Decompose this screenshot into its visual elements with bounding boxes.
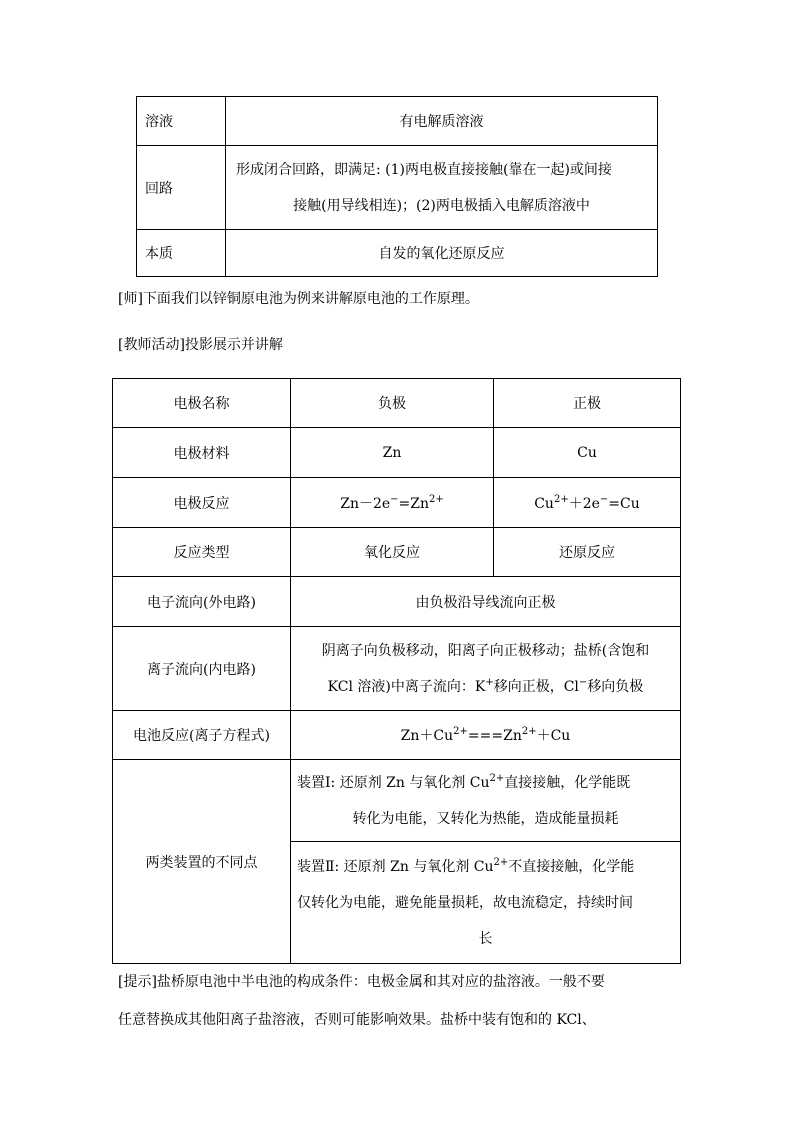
value-line: 装置Ⅰ: 还原剂 Zn 与氧化剂 $Cu^{2+}$直接接触，化学能既 [297,772,631,791]
table-row [137,230,658,277]
header-cell: 电极名称 [113,379,291,428]
row-label: 电子流向(外电路) [113,577,291,627]
neg-cell: Zn [291,428,494,478]
device-2-desc [291,842,681,964]
value-line: 接触(用导线相连)；(2)两电极插入电解质溶液中 [293,197,590,214]
pos-cell: Cu [494,428,681,478]
row-label: 离子流向(内电路) [113,627,291,711]
table-row [113,627,681,711]
table-row [113,760,681,842]
row-value: 有电解质溶液 [226,97,658,146]
row-label: 反应类型 [113,528,291,577]
neg-cell: 氧化反应 [291,528,494,577]
row-value: 由负极沿导线流向正极 [291,577,681,627]
row-value: 自发的氧化还原反应 [226,230,658,277]
table-row [137,97,658,146]
cell-summary-table [136,96,658,277]
value-line: 阴离子向负极移动，阳离子向正极移动；盐桥(含饱和 [321,642,650,659]
table-row [113,379,681,428]
row-label: 电池反应(离子方程式) [113,711,291,760]
hint-line-2: 任意替换成其他阳离子盐溶液，否则可能影响效果。盐桥中装有饱和的 KCl、 [118,1012,596,1028]
neg-cell: $Zn-2e^-=Zn^{2+}$ [291,478,494,528]
row-value [291,627,681,711]
table-row [113,577,681,627]
value-line: 形成闭合回路，即满足: (1)两电极直接接触(靠在一起)或间接 [236,161,612,178]
teacher-activity: [教师活动]投影展示并讲解 [118,337,283,353]
value-line: 转化为电能，又转化为热能，造成能量损耗 [352,810,619,827]
row-value [226,146,658,230]
row-label: 电极材料 [113,428,291,478]
teacher-statement: [师]下面我们以锌铜原电池为例来讲解原电池的工作原理。 [118,291,479,307]
row-label: 回路 [137,146,226,230]
table-row [137,146,658,230]
row-label: 两类装置的不同点 [113,760,291,964]
row-label: 电极反应 [113,478,291,528]
row-label: 溶液 [137,97,226,146]
table-row [113,528,681,577]
value-line: 装置Ⅱ: 还原剂 Zn 与氧化剂 $Cu^{2+}$不直接接触，化学能 [297,856,635,875]
value-line: KCl 溶液)中离子流向：K+移向正极，Cl−移向负极 [327,676,644,695]
row-value: $Zn+Cu^{2+}===Zn^{2+}+Cu$ [291,711,681,760]
table-row [113,428,681,478]
hint-line-1: [提示]盐桥原电池中半电池的构成条件：电极金属和其对应的盐溶液。一般不要 [118,974,605,990]
device-1-desc [291,760,681,842]
zn-cu-cell-table [112,378,681,964]
header-cell: 正极 [494,379,681,428]
value-line: 长 [478,930,493,947]
table-row [113,478,681,528]
row-label: 本质 [137,230,226,277]
pos-cell: 还原反应 [494,528,681,577]
table-row [113,711,681,760]
value-line: 仅转化为电能，避免能量损耗，故电流稳定，持续时间 [297,894,633,911]
header-cell: 负极 [291,379,494,428]
pos-cell: $Cu^{2+}+2e^-=Cu$ [494,478,681,528]
